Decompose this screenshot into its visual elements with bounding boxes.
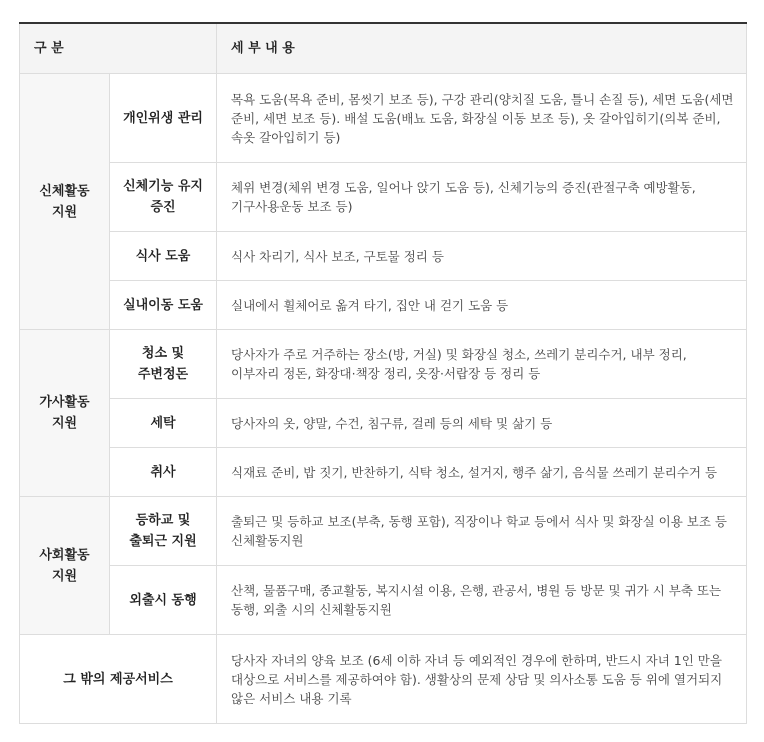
service-content-table bbox=[19, 22, 747, 724]
desc-outing: 산책, 물품구매, 종교활동, 복지시설 이용, 은행, 관공서, 병원 등 방문 및 귀가 시 부축 또는 동행, 외출 시의 신체활동지원 bbox=[217, 566, 747, 635]
table-row bbox=[20, 281, 747, 330]
sub-indoor-mobility: 실내이동 도움 bbox=[110, 281, 217, 330]
category-social-support: 사회활동 지원 bbox=[20, 497, 110, 635]
table-row bbox=[20, 635, 747, 724]
desc-body-function: 체위 변경(체위 변경 도움, 일어나 앉기 도움 등), 신체기능의 증진(관절구축 예방활동, 기구사용운동 보조 등) bbox=[217, 163, 747, 232]
header-category: 구 분 bbox=[20, 23, 217, 74]
table-header-row bbox=[20, 23, 747, 74]
desc-cooking: 식재료 준비, 밥 짓기, 반찬하기, 식탁 청소, 설거지, 행주 삶기, 음식물 쓰레기 분리수거 등 bbox=[217, 448, 747, 497]
category-physical-support: 신체활동 지원 bbox=[20, 74, 110, 330]
table-row bbox=[20, 448, 747, 497]
sub-outing: 외출시 동행 bbox=[110, 566, 217, 635]
sub-cleaning: 청소 및 주변정돈 bbox=[110, 330, 217, 399]
table-row bbox=[20, 74, 747, 163]
desc-indoor-mobility: 실내에서 휠체어로 옮겨 타기, 집안 내 걷기 도움 등 bbox=[217, 281, 747, 330]
service-table-container bbox=[19, 22, 746, 724]
sub-body-function: 신체기능 유지 증진 bbox=[110, 163, 217, 232]
desc-commute: 출퇴근 및 등하교 보조(부축, 동행 포함), 직장이나 학교 등에서 식사 및 화장실 이용 보조 등 신체활동지원 bbox=[217, 497, 747, 566]
header-details: 세 부 내 용 bbox=[217, 23, 747, 74]
table-row bbox=[20, 497, 747, 566]
table-row bbox=[20, 566, 747, 635]
table-row bbox=[20, 399, 747, 448]
other-services-label: 그 밖의 제공서비스 bbox=[20, 635, 217, 724]
category-housework-support: 가사활동 지원 bbox=[20, 330, 110, 497]
desc-other-services: 당사자 자녀의 양육 보조 (6세 이하 자녀 등 예외적인 경우에 한하며, 반드시 자녀 1인 만을 대상으로 서비스를 제공하여야 함). 생활상의 문제 상담 및 의사소통 도움 등 위에 열거되지 않은 서비스 내용 기록 bbox=[217, 635, 747, 724]
sub-meal-help: 식사 도움 bbox=[110, 232, 217, 281]
desc-laundry: 당사자의 옷, 양말, 수건, 침구류, 걸레 등의 세탁 및 삶기 등 bbox=[217, 399, 747, 448]
sub-personal-hygiene: 개인위생 관리 bbox=[110, 74, 217, 163]
desc-meal-help: 식사 차리기, 식사 보조, 구토물 정리 등 bbox=[217, 232, 747, 281]
table-row bbox=[20, 163, 747, 232]
sub-laundry: 세탁 bbox=[110, 399, 217, 448]
sub-cooking: 취사 bbox=[110, 448, 217, 497]
sub-commute: 등하교 및 출퇴근 지원 bbox=[110, 497, 217, 566]
table-row bbox=[20, 232, 747, 281]
desc-personal-hygiene: 목욕 도움(목욕 준비, 몸씻기 보조 등), 구강 관리(양치질 도움, 틀니 손질 등), 세면 도움(세면 준비, 세면 보조 등). 배설 도움(배뇨 도움, 화장실 이동 보조 등), 옷 갈아입히기(의복 준비, 속옷 갈아입히기 등) bbox=[217, 74, 747, 163]
desc-cleaning: 당사자가 주로 거주하는 장소(방, 거실) 및 화장실 청소, 쓰레기 분리수거, 내부 정리, 이부자리 정돈, 화장대·책장 정리, 옷장·서랍장 등 정리 등 bbox=[217, 330, 747, 399]
table-row bbox=[20, 330, 747, 399]
